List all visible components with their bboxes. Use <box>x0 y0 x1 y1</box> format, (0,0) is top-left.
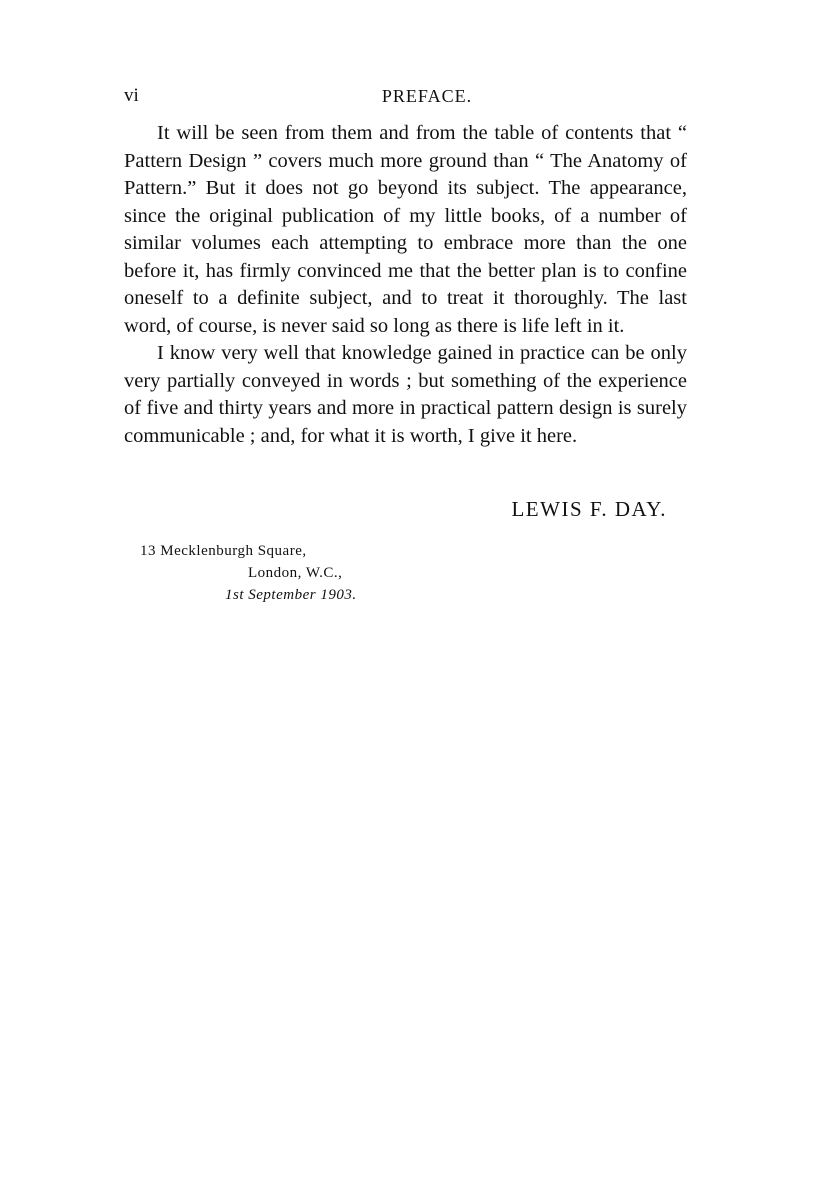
address-street: 13 Mecklenburgh Square, <box>140 543 307 559</box>
paragraph-2: I know very well that knowledge gained in practice can be only very partially conveyed in words ; but something of the experience of five and thirty years and more in practical pattern design is surely communicable ; and, for what it is worth, I give it here. <box>124 342 687 447</box>
paragraph-1: It will be seen from them and from the table of contents that “ Pattern Design ” covers much more ground than “ The Anatomy of Pattern.” But it does not go beyond its subject. The appearance, since the original publication of my little books, of a number of similar volumes each attempting to embrace more than the one before it, has firmly convinced me that the better plan is to confine oneself to a definite subject, and to treat it thoroughly. The last word, of course, is never said so long as there is life left in it. <box>124 122 687 337</box>
address-date: 1st September 1903. <box>225 587 357 603</box>
preface-body <box>124 120 687 450</box>
page-number: vi <box>124 85 139 106</box>
author-signature: LEWIS F. DAY. <box>511 497 667 521</box>
address-block <box>140 540 400 606</box>
running-head <box>124 84 690 108</box>
address-city: London, W.C., <box>248 565 343 581</box>
running-title: PREFACE. <box>381 86 473 106</box>
